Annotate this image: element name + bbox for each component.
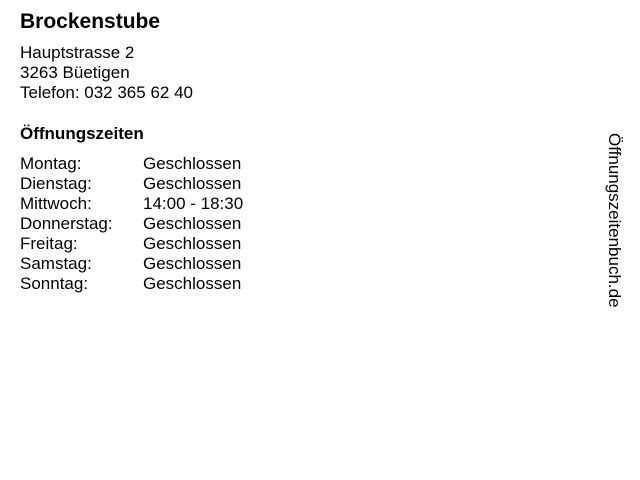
hours-value: Geschlossen (143, 274, 242, 293)
address-street: Hauptstrasse 2 (20, 43, 135, 62)
day-label: Dienstag: (20, 174, 92, 193)
day-label: Freitag: (20, 234, 78, 253)
hours-value: 14:00 - 18:30 (143, 194, 244, 213)
hours-row-sunday (20, 274, 243, 294)
opening-hours-list (20, 154, 243, 294)
hours-row-tuesday (20, 174, 243, 194)
hours-value: Geschlossen (143, 254, 242, 273)
hours-row-friday (20, 234, 243, 254)
hours-row-thursday (20, 214, 243, 234)
site-watermark: Öffnungszeitenbuch.de (605, 133, 624, 308)
address-city: 3263 Büetigen (20, 63, 130, 82)
hours-row-saturday (20, 254, 243, 274)
phone-number: Telefon: 032 365 62 40 (20, 83, 193, 102)
hours-value: Geschlossen (143, 174, 242, 193)
opening-hours-heading: Öffnungszeiten (20, 124, 144, 143)
hours-row-wednesday (20, 194, 243, 214)
day-label: Donnerstag: (20, 214, 113, 233)
business-address (20, 43, 193, 103)
day-label: Samstag: (20, 254, 92, 273)
business-name: Brockenstube (20, 10, 161, 33)
hours-value: Geschlossen (143, 154, 242, 173)
day-label: Mittwoch: (20, 194, 92, 213)
hours-row-monday (20, 154, 243, 174)
day-label: Sonntag: (20, 274, 89, 293)
hours-value: Geschlossen (143, 214, 242, 233)
day-label: Montag: (20, 154, 82, 173)
hours-value: Geschlossen (143, 234, 242, 253)
